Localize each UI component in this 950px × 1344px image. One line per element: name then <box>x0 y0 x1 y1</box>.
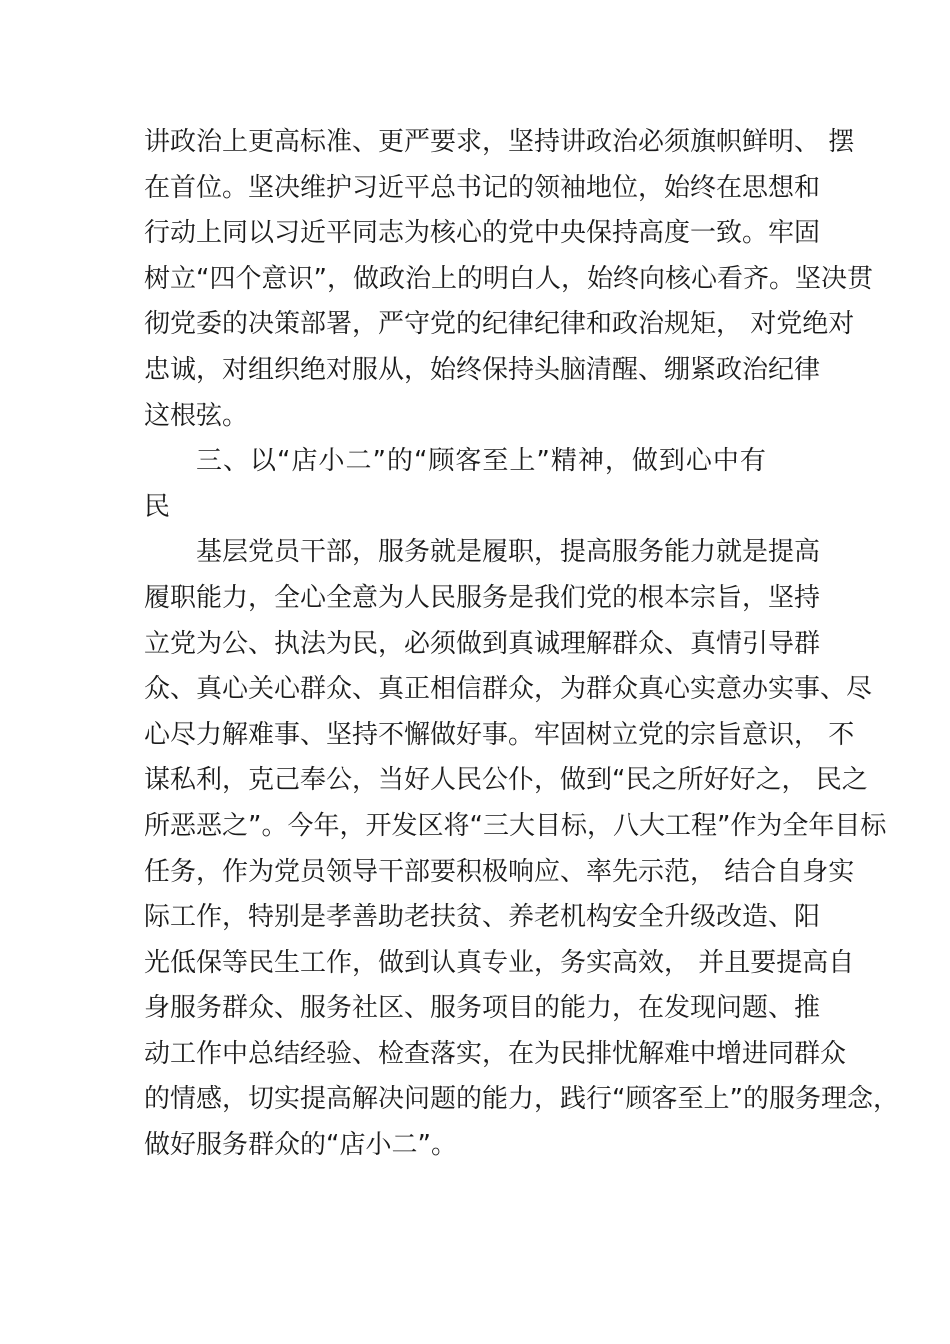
text-line: 树立“四个意识”，做政治上的明白人，始终向核心看齐。坚决贯 <box>144 263 873 294</box>
text-line: 忠诚，对组织绝对服从，始终保持头脑清醒、绷紧政治纪律 <box>144 354 821 385</box>
text-line: 立党为公、执法为民，必须做到真诚理解群众、真情引导群 <box>144 628 821 659</box>
text-line: 际工作，特别是孝善助老扶贫、养老机构安全升级改造、阳 <box>144 902 821 933</box>
text-line: 所恶恶之”。今年，开发区将“三大目标，八大工程”作为全年目标 <box>144 810 887 841</box>
text-line: 彻党委的决策部署，严守党的纪律纪律和政治规矩， 对党绝对 <box>144 309 855 340</box>
text-line: 动工作中总结经验、检查落实，在为民排忧解难中增进同群众 <box>144 1038 847 1069</box>
text-line: 行动上同以习近平同志为核心的党中央保持高度一致。牢固 <box>144 218 821 249</box>
paragraph-serve-people <box>144 530 899 1168</box>
text-line: 的情感，切实提高解决问题的能力，践行“顾客至上”的服务理念， <box>144 1084 899 1115</box>
text-line: 基层党员干部，服务就是履职，提高服务能力就是提高 <box>196 537 821 568</box>
text-line: 履职能力，全心全意为人民服务是我们党的根本宗旨，坚持 <box>144 582 821 613</box>
text-line: 谋私利，克己奉公，当好人民公仆，做到“民之所好好之， 民之 <box>144 765 868 796</box>
text-line: 众、真心关心群众、真正相信群众，为群众真心实意办实事、尽 <box>144 674 873 705</box>
text-line: 在首位。坚决维护习近平总书记的领袖地位，始终在思想和 <box>144 172 821 203</box>
text-line: 光低保等民生工作，做到认真专业，务实高效， 并且要提高自 <box>144 947 855 978</box>
section-heading <box>144 439 824 530</box>
text-line: 做好服务群众的“店小二”。 <box>144 1130 457 1161</box>
document-body <box>144 120 899 1169</box>
text-line: 心尽力解难事、坚持不懈做好事。牢固树立党的宗旨意识， 不 <box>144 719 855 750</box>
text-line: 任务，作为党员领导干部要积极响应、率先示范， 结合自身实 <box>144 856 855 887</box>
text-line: 讲政治上更高标准、更严要求，坚持讲政治必须旗帜鲜明、 摆 <box>144 127 855 157</box>
heading-line: 民 <box>144 491 172 522</box>
heading-line: 三、以“店小二”的“顾客至上”精神，做到心中有 <box>196 446 767 477</box>
text-line: 这根弦。 <box>144 400 249 431</box>
paragraph-political-discipline <box>144 120 873 439</box>
text-line: 身服务群众、服务社区、服务项目的能力，在发现问题、推 <box>144 993 821 1024</box>
